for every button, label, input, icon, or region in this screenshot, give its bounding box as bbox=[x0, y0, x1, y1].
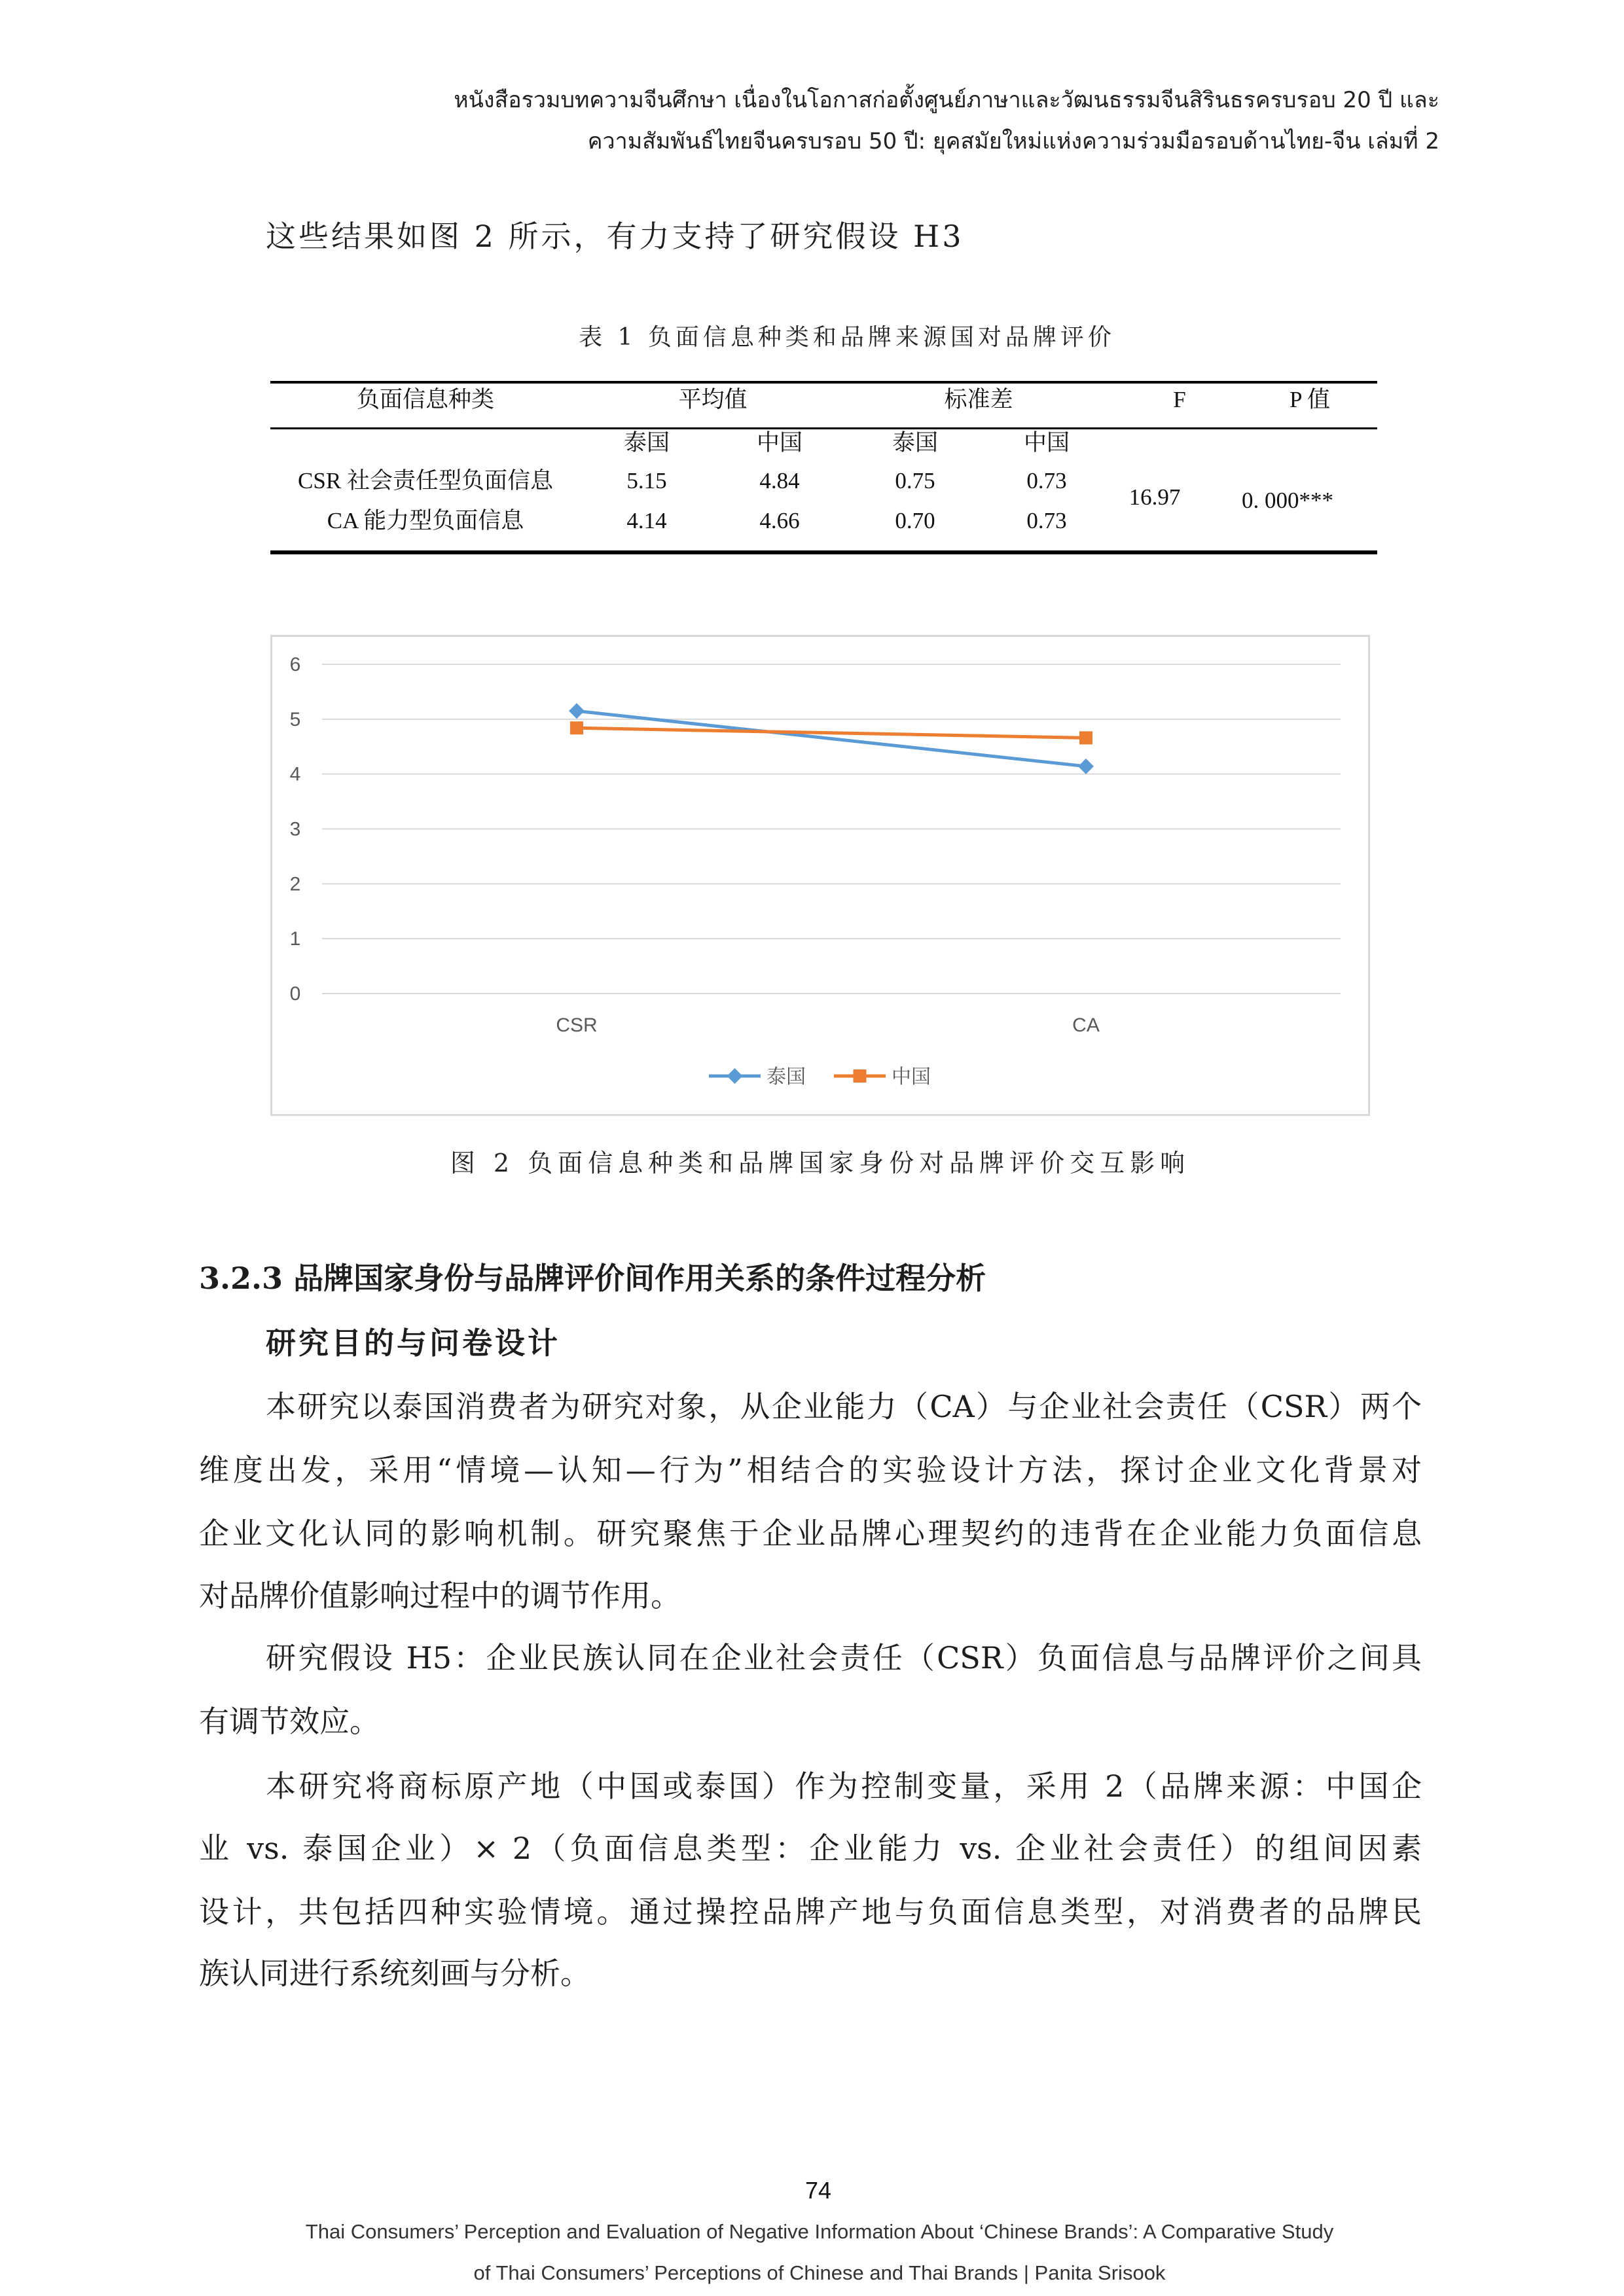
y-tick-label: 3 bbox=[289, 818, 301, 840]
chart-frame bbox=[272, 636, 1369, 1115]
subheader-sd-thai: 泰国 bbox=[892, 430, 939, 456]
section-heading: 3.2.3 品牌国家身份与品牌评价间作用关系的条件过程分析 bbox=[199, 1261, 986, 1296]
column-header-p: P 值 bbox=[1290, 387, 1330, 412]
cell-p-value: 0. 000*** bbox=[1242, 488, 1333, 513]
cell-f-value: 16.97 bbox=[1128, 484, 1181, 510]
cell-mean-thai: 4.14 bbox=[626, 508, 667, 533]
y-tick-label: 4 bbox=[289, 763, 301, 785]
running-header-line-1: หนังสือรวมบทความจีนศึกษา เนื่องในโอกาสก่อตั้งศูนย์ภาษาและวัฒนธรรมจีนสิรินธรครบรอบ 20 ปี และ bbox=[454, 87, 1439, 113]
figure-caption: 图 2 负面信息种类和品牌国家身份对品牌评价交互影响 bbox=[450, 1149, 1191, 1177]
footer-title-line-2: of Thai Consumers’ Perceptions of Chinese and Thai Brands | Panita Srisook bbox=[473, 2261, 1166, 2284]
y-tick-label: 1 bbox=[289, 928, 301, 950]
table-header-rule bbox=[270, 427, 1377, 429]
paragraph-line: 研究假设 H5：企业民族认同在企业社会责任（CSR）负面信息与品牌评价之间具 bbox=[266, 1640, 1422, 1676]
line-chart-svg bbox=[270, 635, 1370, 1116]
column-header-sd: 标准差 bbox=[944, 387, 1013, 412]
data-point-marker bbox=[570, 721, 583, 734]
data-point-marker bbox=[1079, 731, 1092, 744]
cell-sd-thai: 0.70 bbox=[895, 508, 935, 533]
legend-label: 泰国 bbox=[767, 1066, 806, 1088]
cell-mean-china: 4.66 bbox=[759, 508, 800, 533]
paragraph-line: 本研究将商标原产地（中国或泰国）作为控制变量，采用 2（品牌来源：中国企 bbox=[266, 1768, 1422, 1804]
footer-title-line-1: Thai Consumers’ Perception and Evaluation of Negative Information About ‘Chinese Brands’: A Comparative Study bbox=[305, 2220, 1334, 2243]
subheader-sd-china: 中国 bbox=[1023, 430, 1070, 456]
y-tick-label: 2 bbox=[289, 873, 301, 895]
row-label: CA 能力型负面信息 bbox=[327, 508, 524, 533]
cell-sd-china: 0.73 bbox=[1026, 468, 1067, 493]
section-subheading: 研究目的与问卷设计 bbox=[266, 1325, 560, 1361]
paragraph-line: 有调节效应。 bbox=[199, 1704, 380, 1739]
legend-label: 中国 bbox=[892, 1066, 931, 1088]
line-chart bbox=[270, 635, 1370, 1116]
y-tick-label: 6 bbox=[289, 654, 301, 675]
table-bottom-rule bbox=[270, 550, 1377, 554]
subheader-mean-china: 中国 bbox=[756, 430, 803, 456]
table-caption: 表 1 负面信息种类和品牌来源国对品牌评价 bbox=[579, 324, 1115, 351]
row-label: CSR 社会责任型负面信息 bbox=[298, 468, 553, 493]
paragraph-line: 企业文化认同的影响机制。研究聚焦于企业品牌心理契约的违背在企业能力负面信息 bbox=[199, 1516, 1422, 1551]
cell-sd-china: 0.73 bbox=[1026, 508, 1067, 533]
cell-mean-thai: 5.15 bbox=[626, 468, 667, 493]
y-tick-label: 5 bbox=[289, 708, 301, 730]
column-header-category: 负面信息种类 bbox=[356, 387, 495, 412]
intro-sentence: 这些结果如图 2 所示，有力支持了研究假设 H3 bbox=[266, 219, 964, 254]
y-tick-label: 0 bbox=[289, 983, 301, 1005]
cell-mean-china: 4.84 bbox=[759, 468, 800, 493]
x-tick-label: CSR bbox=[556, 1014, 598, 1036]
paragraph-line: 业 vs. 泰国企业）× 2（负面信息类型：企业能力 vs. 企业社会责任）的组间因素 bbox=[199, 1831, 1422, 1866]
paragraph-line: 本研究以泰国消费者为研究对象，从企业能力（CA）与企业社会责任（CSR）两个 bbox=[266, 1389, 1422, 1424]
column-header-mean: 平均值 bbox=[678, 387, 748, 412]
paragraph-line: 族认同进行系统刻画与分析。 bbox=[199, 1956, 590, 1991]
running-header-line-2: ความสัมพันธ์ไทยจีนครบรอบ 50 ปี: ยุคสมัยใหม่แห่งความร่วมมือรอบด้านไทย-จีน เล่มที่ 2 bbox=[587, 128, 1439, 154]
table-top-rule bbox=[270, 381, 1377, 384]
paragraph-line: 设计，共包括四种实验情境。通过操控品牌产地与负面信息类型，对消费者的品牌民 bbox=[199, 1894, 1422, 1929]
cell-sd-thai: 0.75 bbox=[895, 468, 935, 493]
paragraph-line: 维度出发，采用“情境—认知—行为”相结合的实验设计方法，探讨企业文化背景对 bbox=[199, 1452, 1422, 1488]
x-tick-label: CA bbox=[1072, 1014, 1100, 1036]
paragraph-line: 对品牌价值影响过程中的调节作用。 bbox=[199, 1578, 681, 1613]
subheader-mean-thai: 泰国 bbox=[623, 430, 670, 456]
legend-marker bbox=[854, 1069, 867, 1083]
page-number: 74 bbox=[804, 2177, 832, 2204]
column-header-f: F bbox=[1173, 387, 1186, 412]
